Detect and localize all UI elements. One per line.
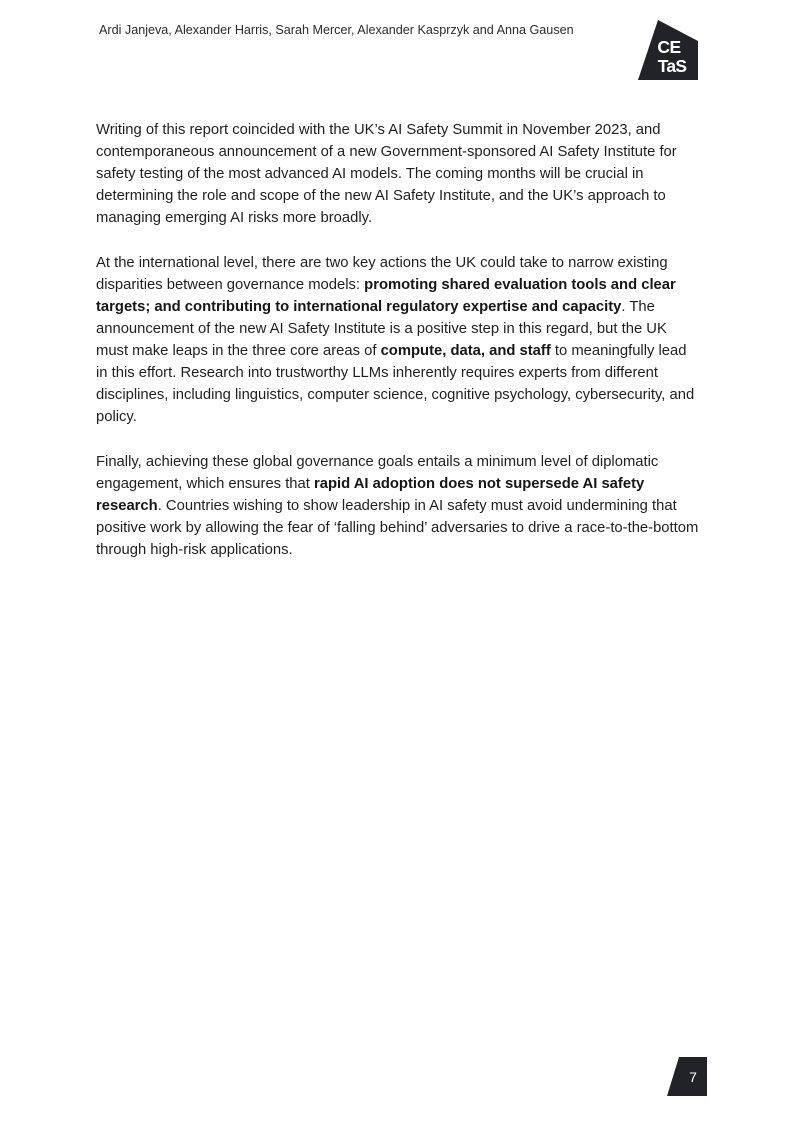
paragraph-diplomatic-engagement	[96, 451, 700, 561]
logo-text-line2: TaS	[657, 56, 687, 76]
page-number: 7	[689, 1069, 697, 1085]
bold-segment-core-areas: compute, data, and staff	[380, 343, 551, 360]
bold-segment-key-actions: promoting shared evaluation tools and clear targets; and contributing to international regulatory expertise and capacity	[96, 276, 676, 315]
paragraph-international-level	[96, 252, 700, 429]
header-authors: Ardi Janjeva, Alexander Harris, Sarah Mercer, Alexander Kasprzyk and Anna Gausen	[99, 23, 574, 37]
paragraph-ai-safety-summit	[96, 119, 700, 229]
text-segment: At the international level, there are two key actions the UK could take to narrow existing disparities between governance models:	[96, 254, 668, 293]
text-segment: . The announcement of the new AI Safety Institute is a positive step in this regard, but the UK must make leaps in the three core areas of	[96, 298, 667, 360]
cetas-logo	[638, 20, 698, 80]
bold-segment-rapid-adoption: rapid AI adoption does not supersede AI safety research	[96, 475, 645, 514]
text-segment: to meaningfully lead in this effort. Research into trustworthy LLMs inherently requires experts from different disciplines, including linguistics, computer science, cognitive psychology, cybersecurity, and policy.	[96, 343, 695, 426]
report-body	[96, 119, 700, 584]
text-segment: Finally, achieving these global governance goals entails a minimum level of diplomatic engagement, which ensures that	[96, 453, 659, 492]
text-segment: Writing of this report coincided with the UK’s AI Safety Summit in November 2023, and contemporaneous announcement of a new Government-sponsored AI Safety Institute for safety testing of the most advanced AI models. The coming months will be crucial in determining the role and scope of the new AI Safety Institute, and the UK’s approach to managing emerging AI risks more broadly.	[96, 122, 677, 227]
logo-text-line1: CE	[657, 37, 681, 57]
text-segment: . Countries wishing to show leadership in AI safety must avoid undermining that positive work by allowing the fear of ‘falling behind’ adversaries to drive a race-to-the-bottom through high-risk applications.	[96, 498, 699, 559]
